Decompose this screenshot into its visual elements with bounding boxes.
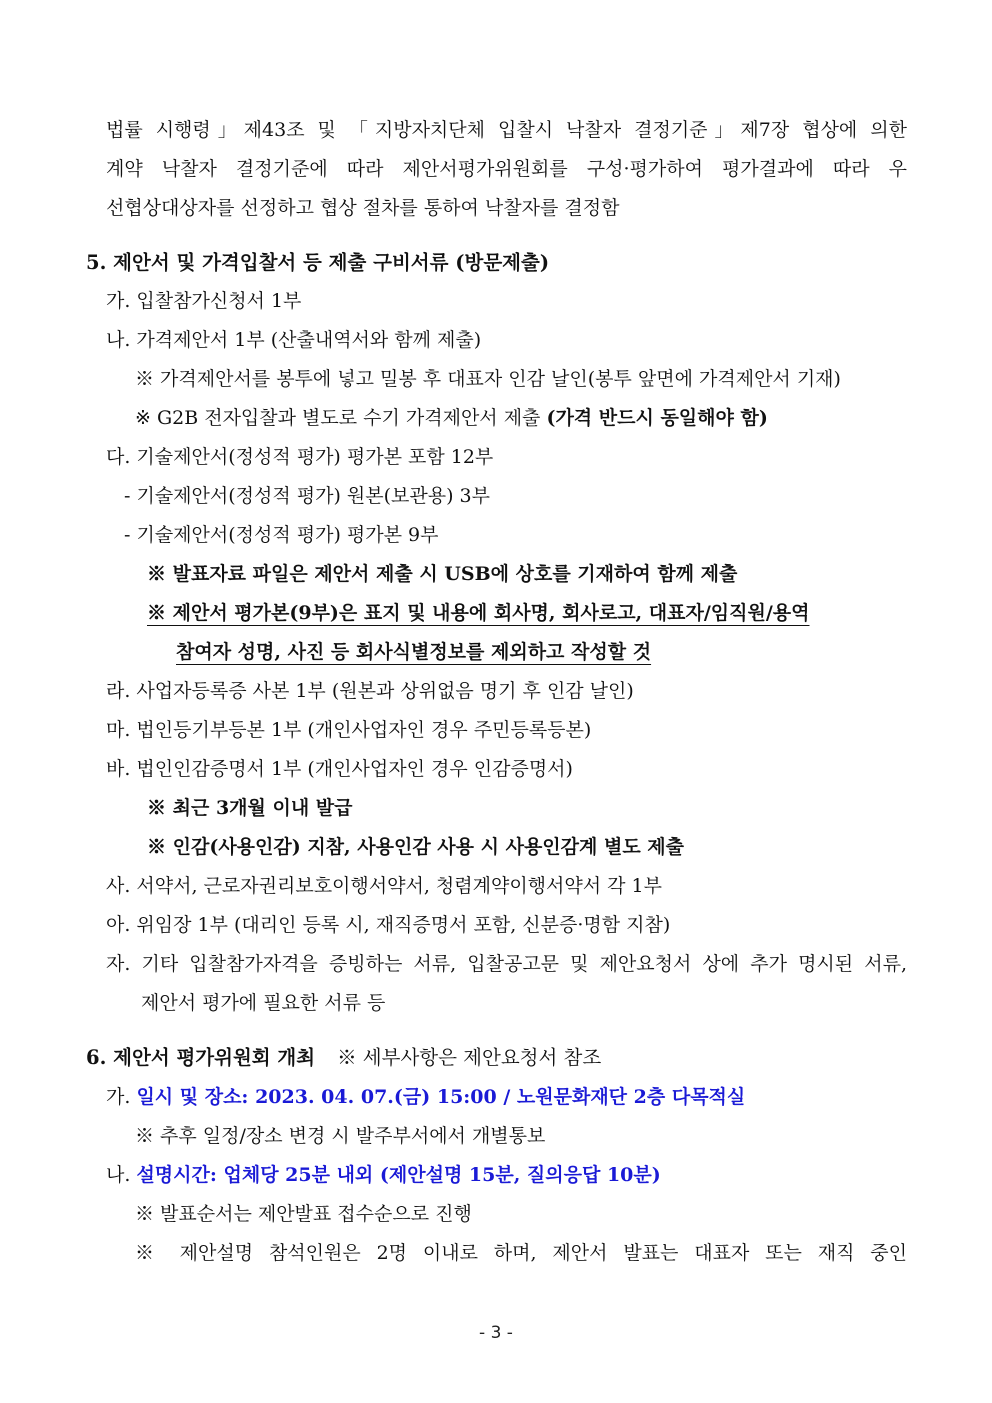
section-5-item-ma: 마. 법인등기부등본 1부 (개인사업자인 경우 주민등록등본)	[106, 719, 592, 741]
section-5-item-ja-line-1: 자. 기타 입찰참가자격을 증빙하는 서류, 입찰공고문 및 제안요청서 상에 추가 명시된 서류,	[106, 953, 907, 975]
section-6-item-na-note-1: ※ 발표순서는 제안발표 접수순으로 진행	[135, 1203, 472, 1225]
section-6-item-na	[106, 1163, 661, 1187]
na-note-2-emphasis: (가격 반드시 동일해야 함)	[546, 407, 768, 429]
section-5-item-ja-line-2: 제안서 평가에 필요한 서류 등	[141, 992, 386, 1014]
na-note-2-text: ※ G2B 전자입찰과 별도로 수기 가격제안서 제출	[135, 407, 547, 429]
section-6-item-na-prefix: 나.	[106, 1164, 137, 1186]
section-6-item-ga-note: ※ 추후 일정/장소 변경 시 발주부서에서 개별통보	[135, 1125, 546, 1147]
section-6-heading-note: ※ 세부사항은 제안요청서 참조	[337, 1046, 602, 1069]
section-5-item-da-note-1: ※ 발표자료 파일은 제안서 제출 시 USB에 상호를 기재하여 함께 제출	[147, 563, 738, 585]
intro-line-3: 선협상대상자를 선정하고 협상 절차를 통하여 낙찰자를 결정함	[106, 197, 620, 219]
section-6-item-na-note-2: ※ 제안설명 참석인원은 2명 이내로 하며, 제안서 발표는 대표자 또는 재직 중인	[135, 1242, 907, 1264]
section-5-item-ra: 라. 사업자등록증 사본 1부 (원본과 상위없음 명기 후 인감 날인)	[106, 680, 634, 702]
section-5-item-ga: 가. 입찰참가신청서 1부	[106, 290, 302, 312]
section-5-item-da-note-2-line-1: ※ 제안서 평가본(9부)은 표지 및 내용에 회사명, 회사로고, 대표자/임직원/용역	[147, 602, 810, 624]
intro-line-1: 법률 시행령」제43조 및 「지방자치단체 입찰시 낙찰자 결정기준」제7장 협상에 의한	[106, 119, 907, 141]
section-6-item-ga-prefix: 가.	[106, 1086, 137, 1108]
schedule-location-value: 일시 및 장소: 2023. 04. 07.(금) 15:00 / 노원문화재단 2층 다목적실	[136, 1086, 746, 1108]
section-5-item-na-note-2	[135, 406, 768, 430]
section-5-item-ba: 바. 법인인감증명서 1부 (개인사업자인 경우 인감증명서)	[106, 758, 573, 780]
section-5-item-na: 나. 가격제안서 1부 (산출내역서와 함께 제출)	[106, 329, 482, 351]
section-5-item-ba-note-2: ※ 인감(사용인감) 지참, 사용인감 사용 시 사용인감계 별도 제출	[147, 836, 685, 858]
intro-line-2: 계약 낙찰자 결정기준에 따라 제안서평가위원회를 구성·평가하여 평가결과에 따라 우	[106, 158, 907, 180]
section-6-item-ga	[106, 1085, 745, 1109]
section-6-heading	[86, 1046, 601, 1070]
section-5-item-da: 다. 기술제안서(정성적 평가) 평가본 포함 12부	[106, 446, 494, 468]
section-5-item-da-sub-2: - 기술제안서(정성적 평가) 평가본 9부	[124, 524, 439, 546]
page-number: - 3 -	[479, 1323, 513, 1343]
section-5-item-sa: 사. 서약서, 근로자권리보호이행서약서, 청렴계약이행서약서 각 1부	[106, 875, 662, 897]
section-5-item-a: 아. 위임장 1부 (대리인 등록 시, 재직증명서 포함, 신분증·명함 지참)	[106, 914, 671, 936]
presentation-time-value: 설명시간: 업체당 25분 내외 (제안설명 15분, 질의응답 10분)	[136, 1164, 661, 1186]
section-5-item-na-note-1: ※ 가격제안서를 봉투에 넣고 밀봉 후 대표자 인감 날인(봉투 앞면에 가격제안서 기재)	[135, 368, 841, 390]
section-5-heading: 5. 제안서 및 가격입찰서 등 제출 구비서류 (방문제출)	[86, 251, 550, 274]
section-5-item-da-sub-1: - 기술제안서(정성적 평가) 원본(보관용) 3부	[124, 485, 490, 507]
section-5-item-ba-note-1: ※ 최근 3개월 이내 발급	[147, 797, 353, 819]
section-5-item-da-note-2-line-2: 참여자 성명, 사진 등 회사식별정보를 제외하고 작성할 것	[176, 641, 652, 663]
section-6-heading-title: 6. 제안서 평가위원회 개최	[86, 1046, 316, 1069]
